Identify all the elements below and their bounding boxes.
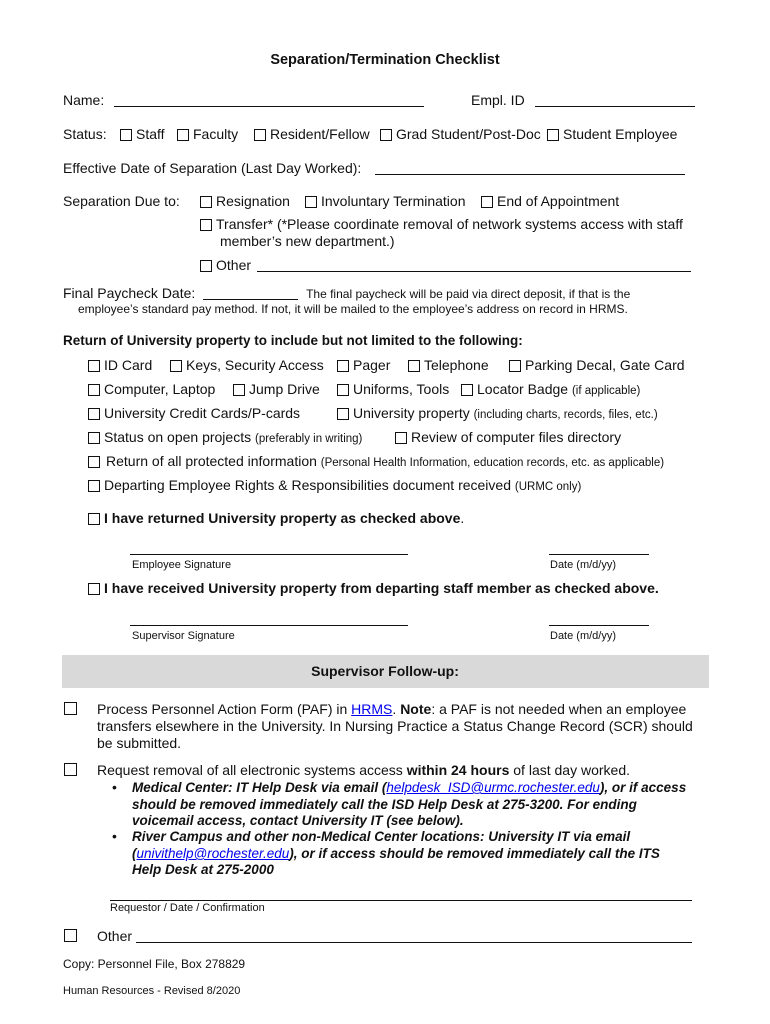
paf-line2: transfers elsewhere in the University. In Nursing Practice a Status Change Record (SCR) should [97, 718, 693, 734]
effective-date-field[interactable] [375, 174, 685, 175]
mc-line1: Medical Center: IT Help Desk via email (helpdesk_ISD@urmc.rochester.edu), or if access [132, 780, 687, 795]
prop-locator[interactable]: Locator Badge (if applicable) [461, 381, 640, 397]
separation-label: Separation Due to: [63, 193, 180, 209]
checkbox[interactable] [200, 219, 212, 231]
checkbox[interactable] [88, 408, 100, 420]
followup-heading: Supervisor Follow-up: [311, 663, 459, 679]
prop-uniforms[interactable]: Uniforms, Tools [337, 381, 449, 397]
paf-line3: be submitted. [97, 735, 182, 751]
status-staff[interactable]: Staff [120, 126, 165, 142]
supervisor-date-label: Date (m/d/yy) [550, 630, 617, 642]
other-checkbox[interactable] [64, 929, 77, 942]
paf-line1: Process Personnel Action Form (PAF) in HRMS. Note: a PAF is not needed when an employee [97, 701, 687, 717]
copy-label: Copy: Personnel File, Box 278829 [63, 957, 246, 971]
sep-other-field[interactable] [257, 271, 691, 272]
empl-row [471, 92, 695, 108]
checkbox[interactable] [88, 513, 100, 525]
status-label: Status: [63, 126, 107, 142]
checkbox[interactable] [254, 129, 266, 141]
employee-signature-label: Employee Signature [132, 559, 232, 571]
employee-date-line[interactable] [549, 554, 649, 555]
prop-parking[interactable]: Parking Decal, Gate Card [509, 357, 685, 373]
checkbox[interactable] [120, 129, 132, 141]
page-title: Separation/Termination Checklist [270, 52, 500, 68]
name-label: Name: [63, 92, 105, 108]
checkbox[interactable] [481, 196, 493, 208]
checkbox[interactable] [88, 480, 100, 492]
rc-line1: River Campus and other non-Medical Center locations: University IT via email [132, 829, 631, 844]
checkbox[interactable] [88, 583, 100, 595]
requestor-line[interactable] [110, 900, 692, 901]
prop-pager[interactable]: Pager [337, 357, 390, 373]
checkbox[interactable] [200, 196, 212, 208]
supervisor-signature-line[interactable] [130, 625, 408, 626]
hrms-link[interactable]: HRMS [351, 701, 393, 717]
prop-keys[interactable]: Keys, Security Access [170, 357, 324, 373]
prop-credit-cards[interactable]: University Credit Cards/P-cards [88, 405, 300, 421]
checkbox[interactable] [305, 196, 317, 208]
supervisor-signature-label: Supervisor Signature [132, 630, 235, 642]
other-row: Other [97, 928, 692, 944]
prop-jump-drive[interactable]: Jump Drive [233, 381, 320, 397]
name-field[interactable] [114, 106, 424, 107]
rc-line2: (univithelp@rochester.edu), or if access should be removed immediately call the ITS [132, 846, 660, 861]
checkbox[interactable] [88, 456, 100, 468]
paf-checkbox[interactable] [64, 702, 77, 715]
sep-end-appointment[interactable]: End of Appointment [481, 193, 619, 209]
checkbox[interactable] [461, 384, 473, 396]
paycheck-date-field[interactable] [203, 299, 298, 300]
checkbox[interactable] [337, 408, 349, 420]
prop-rights[interactable]: Departing Employee Rights & Responsibilities document received (URMC only) [88, 477, 581, 493]
sep-transfer-line2: member’s new department.) [220, 233, 395, 249]
prop-id-card[interactable]: ID Card [88, 357, 152, 373]
status-resident[interactable]: Resident/Fellow [254, 126, 370, 142]
checkbox[interactable] [170, 360, 182, 372]
checkbox[interactable] [547, 129, 559, 141]
prop-univ-property[interactable]: University property (including charts, records, files, etc.) [337, 405, 658, 421]
checkbox[interactable] [509, 360, 521, 372]
status-faculty[interactable]: Faculty [177, 126, 238, 142]
empl-label: Empl. ID [471, 92, 525, 108]
checkbox[interactable] [380, 129, 392, 141]
rc-email-link[interactable]: univithelp@rochester.edu [136, 846, 290, 861]
checkbox[interactable] [233, 384, 245, 396]
prop-protected-info[interactable]: Return of all protected information (Personal Health Information, education records, etc. as applicable) [88, 453, 664, 469]
mc-email-link[interactable]: helpdesk_ISD@urmc.rochester.edu [386, 780, 600, 795]
paycheck-note-line2: employee’s standard pay method. If not, it will be mailed to the employee’s address on record in HRMS. [78, 302, 628, 316]
employee-signature-line[interactable] [130, 554, 408, 555]
sep-involuntary[interactable]: Involuntary Termination [305, 193, 465, 209]
checkbox[interactable] [88, 384, 100, 396]
checkbox[interactable] [200, 260, 212, 272]
status-grad[interactable]: Grad Student/Post-Doc [380, 126, 541, 142]
checkbox[interactable] [337, 360, 349, 372]
status-student[interactable]: Student Employee [547, 126, 677, 142]
requestor-label: Requestor / Date / Confirmation [110, 902, 265, 914]
sep-transfer[interactable]: Transfer* (*Please coordinate removal of network systems access with staff [200, 216, 683, 232]
removal-line: Request removal of all electronic systems access within 24 hours of last day worked. [97, 762, 630, 778]
bullet-icon: • [112, 828, 117, 844]
employee-date-label: Date (m/d/yy) [550, 559, 617, 571]
paycheck-note: The final paycheck will be paid via direct deposit, if that is the [306, 287, 631, 301]
sep-resignation[interactable]: Resignation [200, 193, 290, 209]
prop-computer[interactable]: Computer, Laptop [88, 381, 215, 397]
checkbox[interactable] [337, 384, 349, 396]
checkbox[interactable] [395, 432, 407, 444]
mc-line2: should be removed immediately call the ISD Help Desk at 275-3200. For ending [132, 797, 637, 812]
other-field[interactable] [136, 942, 692, 943]
returned-statement[interactable]: I have returned University property as checked above. [88, 510, 464, 526]
empl-id-field[interactable] [535, 106, 695, 107]
checkbox[interactable] [88, 432, 100, 444]
property-heading: Return of University property to include but not limited to the following: [63, 333, 523, 348]
footer: Human Resources - Revised 8/2020 [63, 985, 241, 997]
name-row [63, 92, 424, 108]
paycheck-row: Final Paycheck Date: The final paycheck will be paid via direct deposit, if that is the [63, 285, 631, 301]
removal-checkbox[interactable] [64, 763, 77, 776]
prop-telephone[interactable]: Telephone [408, 357, 489, 373]
prop-status-projects[interactable]: Status on open projects (preferably in writing) [88, 429, 362, 445]
checkbox[interactable] [408, 360, 420, 372]
checkbox[interactable] [177, 129, 189, 141]
checkbox[interactable] [88, 360, 100, 372]
bullet-icon: • [112, 779, 117, 795]
effective-row: Effective Date of Separation (Last Day Worked): [63, 160, 685, 176]
supervisor-date-line[interactable] [549, 625, 649, 626]
received-statement[interactable]: I have received University property from departing staff member as checked above. [88, 580, 659, 596]
sep-other[interactable]: Other [200, 257, 691, 273]
prop-review-files[interactable]: Review of computer files directory [395, 429, 621, 445]
mc-line3: voicemail access, contact University IT (see below). [132, 813, 464, 828]
rc-line3: Help Desk at 275-2000 [132, 862, 274, 877]
